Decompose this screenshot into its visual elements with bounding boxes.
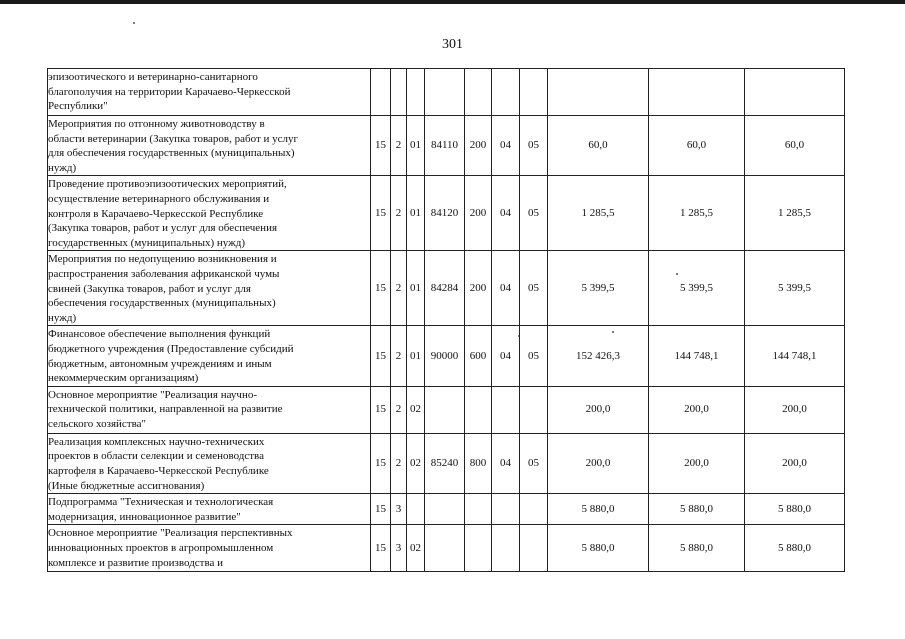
section-code-cell (492, 386, 520, 433)
amount-year-2-cell: 5 880,0 (649, 494, 745, 525)
subprogram-code-cell: 2 (391, 116, 407, 176)
table-body (48, 69, 845, 572)
amount-year-3-cell: 144 748,1 (745, 326, 845, 386)
subprogram-code-cell: 2 (391, 433, 407, 493)
direction-code-cell: 84284 (425, 251, 465, 326)
amount-year-1-cell: 152 426,3 (548, 326, 649, 386)
activity-code-cell: 01 (407, 176, 425, 251)
subsection-code-cell: 05 (520, 326, 548, 386)
program-code-cell: 15 (371, 251, 391, 326)
subprogram-code-cell: 3 (391, 494, 407, 525)
direction-code-cell (425, 69, 465, 116)
activity-code-cell: 01 (407, 326, 425, 386)
amount-year-2-cell: 5 399,5 (649, 251, 745, 326)
activity-code-cell: 01 (407, 116, 425, 176)
section-code-cell: 04 (492, 251, 520, 326)
page-number: 301 (442, 37, 463, 52)
amount-year-2-cell: 144 748,1 (649, 326, 745, 386)
expense-type-code-cell (465, 386, 492, 433)
program-code-cell: 15 (371, 386, 391, 433)
amount-year-2-cell: 200,0 (649, 386, 745, 433)
expense-type-code-cell: 800 (465, 433, 492, 493)
amount-year-1-cell: 5 880,0 (548, 494, 649, 525)
amount-year-2-cell: 200,0 (649, 433, 745, 493)
amount-year-2-cell (649, 69, 745, 116)
activity-code-cell: 02 (407, 386, 425, 433)
scan-top-border (0, 0, 905, 4)
amount-year-1-cell: 5 399,5 (548, 251, 649, 326)
program-code-cell: 15 (371, 326, 391, 386)
subsection-code-cell: 05 (520, 116, 548, 176)
direction-code-cell (425, 525, 465, 572)
row-name-cell: Мероприятия по отгонному животноводству в области ветеринарии (Закупка товаров, работ и услуг для обеспечения государственных (муниципальных) нужд) (48, 116, 371, 176)
row-name-cell: эпизоотического и ветеринарно-санитарного благополучия на территории Карачаево-Черкесской Республики" (48, 69, 371, 116)
subprogram-code-cell: 2 (391, 176, 407, 251)
section-code-cell: 04 (492, 116, 520, 176)
scan-speck (133, 22, 135, 24)
subprogram-code-cell (391, 69, 407, 116)
program-code-cell: 15 (371, 116, 391, 176)
row-name-cell: Мероприятия по недопущению возникновения и распространения заболевания африканской чумы свиней (Закупка товаров, работ и услуг для обеспечения государственных (муниципальных) нужд) (48, 251, 371, 326)
row-name-cell: Основное мероприятие "Реализация научно- технической политики, направленной на развитие сельского хозяйства" (48, 386, 371, 433)
table-row (48, 116, 845, 176)
expense-type-code-cell: 200 (465, 251, 492, 326)
table-row (48, 176, 845, 251)
budget-table (47, 68, 845, 572)
direction-code-cell (425, 494, 465, 525)
subsection-code-cell (520, 386, 548, 433)
table-row (48, 69, 845, 116)
section-code-cell (492, 69, 520, 116)
section-code-cell (492, 494, 520, 525)
subsection-code-cell (520, 494, 548, 525)
subsection-code-cell: 05 (520, 433, 548, 493)
direction-code-cell: 85240 (425, 433, 465, 493)
activity-code-cell: 02 (407, 433, 425, 493)
direction-code-cell (425, 386, 465, 433)
amount-year-3-cell: 5 880,0 (745, 494, 845, 525)
amount-year-1-cell: 60,0 (548, 116, 649, 176)
amount-year-2-cell: 60,0 (649, 116, 745, 176)
subprogram-code-cell: 2 (391, 251, 407, 326)
expense-type-code-cell: 200 (465, 116, 492, 176)
expense-type-code-cell: 600 (465, 326, 492, 386)
row-name-cell: Проведение противоэпизоотических мероприятий, осуществление ветеринарного обслуживания и контроля в Карачаево-Черкесской Республике (Закупка товаров, работ и услуг для обеспечения государственных (муниципальных) нужд) (48, 176, 371, 251)
amount-year-3-cell (745, 69, 845, 116)
subsection-code-cell: 05 (520, 176, 548, 251)
row-name-cell: Подпрограмма "Техническая и технологическая модернизация, инновационное развитие" (48, 494, 371, 525)
program-code-cell: 15 (371, 176, 391, 251)
expense-type-code-cell: 200 (465, 176, 492, 251)
table-row (48, 525, 845, 572)
subsection-code-cell: 05 (520, 251, 548, 326)
amount-year-1-cell: 1 285,5 (548, 176, 649, 251)
subsection-code-cell (520, 69, 548, 116)
program-code-cell: 15 (371, 525, 391, 572)
section-code-cell: 04 (492, 326, 520, 386)
amount-year-2-cell: 1 285,5 (649, 176, 745, 251)
program-code-cell: 15 (371, 433, 391, 493)
activity-code-cell (407, 494, 425, 525)
section-code-cell: 04 (492, 176, 520, 251)
amount-year-1-cell: 5 880,0 (548, 525, 649, 572)
expense-type-code-cell (465, 69, 492, 116)
program-code-cell: 15 (371, 494, 391, 525)
amount-year-3-cell: 200,0 (745, 386, 845, 433)
amount-year-3-cell: 200,0 (745, 433, 845, 493)
expense-type-code-cell (465, 525, 492, 572)
subsection-code-cell (520, 525, 548, 572)
direction-code-cell: 84120 (425, 176, 465, 251)
table-row (48, 251, 845, 326)
amount-year-1-cell: 200,0 (548, 386, 649, 433)
amount-year-1-cell: 200,0 (548, 433, 649, 493)
section-code-cell (492, 525, 520, 572)
table-row (48, 386, 845, 433)
activity-code-cell (407, 69, 425, 116)
amount-year-2-cell: 5 880,0 (649, 525, 745, 572)
activity-code-cell: 02 (407, 525, 425, 572)
section-code-cell: 04 (492, 433, 520, 493)
row-name-cell: Реализация комплексных научно-технических проектов в области селекции и семеноводства картофеля в Карачаево-Черкесской Республике (Иные бюджетные ассигнования) (48, 433, 371, 493)
row-name-cell: Основное мероприятие "Реализация перспективных инновационных проектов в агропромышленном комплексе и развитие производства и (48, 525, 371, 572)
subprogram-code-cell: 3 (391, 525, 407, 572)
expense-type-code-cell (465, 494, 492, 525)
amount-year-1-cell (548, 69, 649, 116)
row-name-cell: Финансовое обеспечение выполнения функций бюджетного учреждения (Предоставление субсидий бюджетным, автономным учреждениям и иным некоммерческим организациям) (48, 326, 371, 386)
activity-code-cell: 01 (407, 251, 425, 326)
table-row (48, 433, 845, 493)
amount-year-3-cell: 1 285,5 (745, 176, 845, 251)
direction-code-cell: 90000 (425, 326, 465, 386)
table-row (48, 494, 845, 525)
program-code-cell (371, 69, 391, 116)
amount-year-3-cell: 60,0 (745, 116, 845, 176)
subprogram-code-cell: 2 (391, 386, 407, 433)
subprogram-code-cell: 2 (391, 326, 407, 386)
direction-code-cell: 84110 (425, 116, 465, 176)
amount-year-3-cell: 5 880,0 (745, 525, 845, 572)
table-row (48, 326, 845, 386)
amount-year-3-cell: 5 399,5 (745, 251, 845, 326)
